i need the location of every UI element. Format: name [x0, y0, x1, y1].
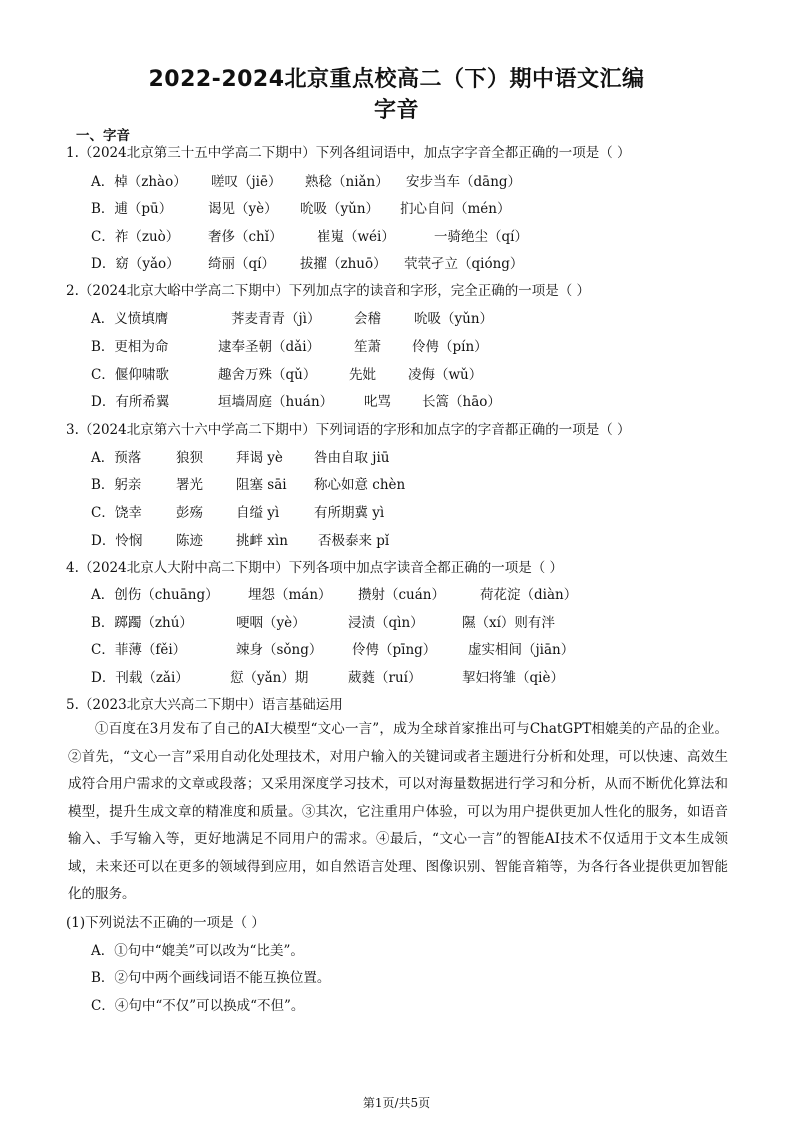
q3-c-3: 自缢 yì — [236, 505, 280, 521]
section-heading: 一、字音 — [76, 128, 130, 144]
q4-d-3: 葳蕤（ruí） — [348, 670, 422, 686]
question-1-stem: 1.（2024北京第三十五中学高二下期中）下列各组词语中，加点字字音全都正确的一项是（ ） — [66, 145, 631, 161]
q2-d-3: 叱骂 — [364, 394, 391, 410]
q2-c-2: 趣舍万殊（qǔ） — [218, 367, 317, 383]
doc-title: 2022-2024北京重点校高二（下）期中语文汇编 — [148, 67, 645, 92]
q3-d-3: 挑衅 xìn — [236, 533, 288, 549]
q1-c-3: 崔嵬（wéi） — [317, 229, 395, 245]
q3-b-3: 阻塞 sāi — [236, 477, 287, 493]
q5-option-b: B．②句中两个画线词语不能互换位置。 — [91, 970, 331, 986]
q1-c-1: C．祚（zuò） — [91, 229, 180, 245]
q3-b-2: 署光 — [176, 477, 203, 493]
reading-paragraph: ①百度在3月发布了自己的AI大模型“文心一言”，成为全球首家推出可与ChatGPT相媲美的产品的企业。②首先，“文心一言”采用自动化处理技术，对用户输入的关键词或者主题进行分析和处理，可以快速、高效生成符合用户需求的文章或段落；又采用深度学习技术，可以对海量数据进行学习和分析，从而不断优化算法和模型，提升生成文章的精准度和质量。③其次，它注重用户体验，可以为用户提供更加人性化的服务，如语音输入、手写输入等，更好地满足不同用户的需求。④最后，“文心一言”的智能AI技术不仅适用于文本生成领域，未来还可以在更多的领域得到应用，如自然语言处理、图像识别、智能音箱等，为各行各业提供更加智能化的服务。 — [68, 721, 728, 902]
q2-d-4: 长篙（hāo） — [422, 394, 501, 410]
q4-c-1: C．菲薄（fěi） — [91, 642, 187, 658]
q3-c-2: 彭殇 — [176, 505, 203, 521]
q3-c-1: C．饶幸 — [91, 505, 142, 521]
q2-d-1: D．有所希翼 — [91, 394, 170, 410]
q4-b-4: 隰（xí）则有泮 — [462, 615, 555, 631]
q2-a-1: A．义愤填膺 — [91, 311, 169, 327]
q1-b-3: 吮吸（yǔn） — [300, 201, 380, 217]
q2-a-4: 吮吸（yǔn） — [414, 311, 494, 327]
q4-a-3: 攒射（cuán） — [358, 587, 445, 603]
q4-b-1: B．踯躅（zhú） — [91, 615, 193, 631]
q4-c-4: 虚实相间（jiān） — [468, 642, 575, 658]
q4-c-2: 竦身（sǒng） — [236, 642, 323, 658]
q4-a-2: 埋怨（mán） — [248, 587, 332, 603]
q2-c-4: 凌侮（wǔ） — [408, 367, 483, 383]
q2-b-3: 笙萧 — [354, 339, 381, 355]
q5-option-a: A．①句中“媲美”可以改为“比美”。 — [91, 943, 304, 959]
q1-b-1: B．逋（pū） — [91, 201, 173, 217]
q2-b-2: 逮奉圣朝（dǎi） — [218, 339, 321, 355]
sub-question-1: (1)下列说法不正确的一项是（ ） — [66, 915, 265, 931]
q2-b-4: 伶俜（pín） — [412, 339, 488, 355]
q1-d-1: D．窈（yǎo） — [91, 256, 180, 272]
q1-d-4: 茕茕孑立（qióng） — [404, 256, 524, 272]
q2-a-2: 荠麦青青（jì） — [231, 311, 321, 327]
q3-d-2: 陈迹 — [176, 533, 203, 549]
q2-c-3: 先妣 — [349, 367, 376, 383]
q1-d-3: 拔擢（zhuō） — [300, 256, 387, 272]
q4-d-1: D．刊载（zǎi） — [91, 670, 189, 686]
q1-d-2: 绮丽（qí） — [208, 256, 275, 272]
q3-a-2: 狼狈 — [176, 450, 203, 466]
q4-a-4: 荷花淀（diàn） — [480, 587, 578, 603]
question-5-stem: 5.（2023北京大兴高二下期中）语言基础运用 — [66, 697, 343, 713]
q2-b-1: B．更相为命 — [91, 339, 169, 355]
q1-a-4: 安步当车（dāng） — [406, 174, 522, 190]
q4-c-3: 伶俜（pīng） — [352, 642, 437, 658]
q3-b-4: 称心如意 chèn — [314, 477, 406, 493]
q1-a-2: 嗟叹（jiē） — [211, 174, 282, 190]
q2-a-3: 会稽 — [354, 311, 381, 327]
question-3-stem: 3.（2024北京第六十六中学高二下期中）下列词语的字形和加点字的字音都正确的一项是（ ） — [66, 422, 631, 438]
q1-c-4: 一骑绝尘（qí） — [434, 229, 528, 245]
q3-a-4: 咎由自取 jiū — [314, 450, 390, 466]
q1-a-1: A．棹（zhào） — [91, 174, 187, 190]
q3-b-1: B．躬亲 — [91, 477, 142, 493]
q1-a-3: 熟稔（niǎn） — [305, 174, 389, 190]
page-number: 第1页/共5页 — [362, 1096, 431, 1110]
q2-d-2: 垣墙周庭（huán） — [218, 394, 334, 410]
q3-a-3: 拜谒 yè — [236, 450, 283, 466]
q2-c-1: C．偃仰啸歌 — [91, 367, 169, 383]
q3-c-4: 有所期冀 yì — [314, 505, 385, 521]
q1-c-2: 奢侈（chǐ） — [208, 229, 283, 245]
q3-a-1: A．预落 — [91, 450, 142, 466]
q5-option-c: C．④句中“不仅”可以换成“不但”。 — [91, 998, 305, 1014]
q1-b-2: 谒见（yè） — [208, 201, 278, 217]
doc-subtitle: 字音 — [373, 98, 419, 123]
q4-d-2: 愆（yǎn）期 — [230, 670, 309, 686]
q4-b-3: 浸渍（qìn） — [348, 615, 424, 631]
question-2-stem: 2.（2024北京大峪中学高二下期中）下列加点字的读音和字形，完全正确的一项是（ ） — [66, 283, 591, 299]
question-4-stem: 4.（2024北京人大附中高二下期中）下列各项中加点字读音全都正确的一项是（ ） — [66, 560, 564, 576]
q4-d-4: 挈妇将雏（qiè） — [462, 670, 564, 686]
q4-b-2: 哽咽（yè） — [236, 615, 306, 631]
q3-d-4: 否极泰来 pǐ — [318, 533, 390, 549]
q3-d-1: D．怜悯 — [91, 533, 143, 549]
q1-b-4: 扪心自问（mén） — [400, 201, 511, 217]
q4-a-1: A．创伤（chuāng） — [91, 587, 219, 603]
